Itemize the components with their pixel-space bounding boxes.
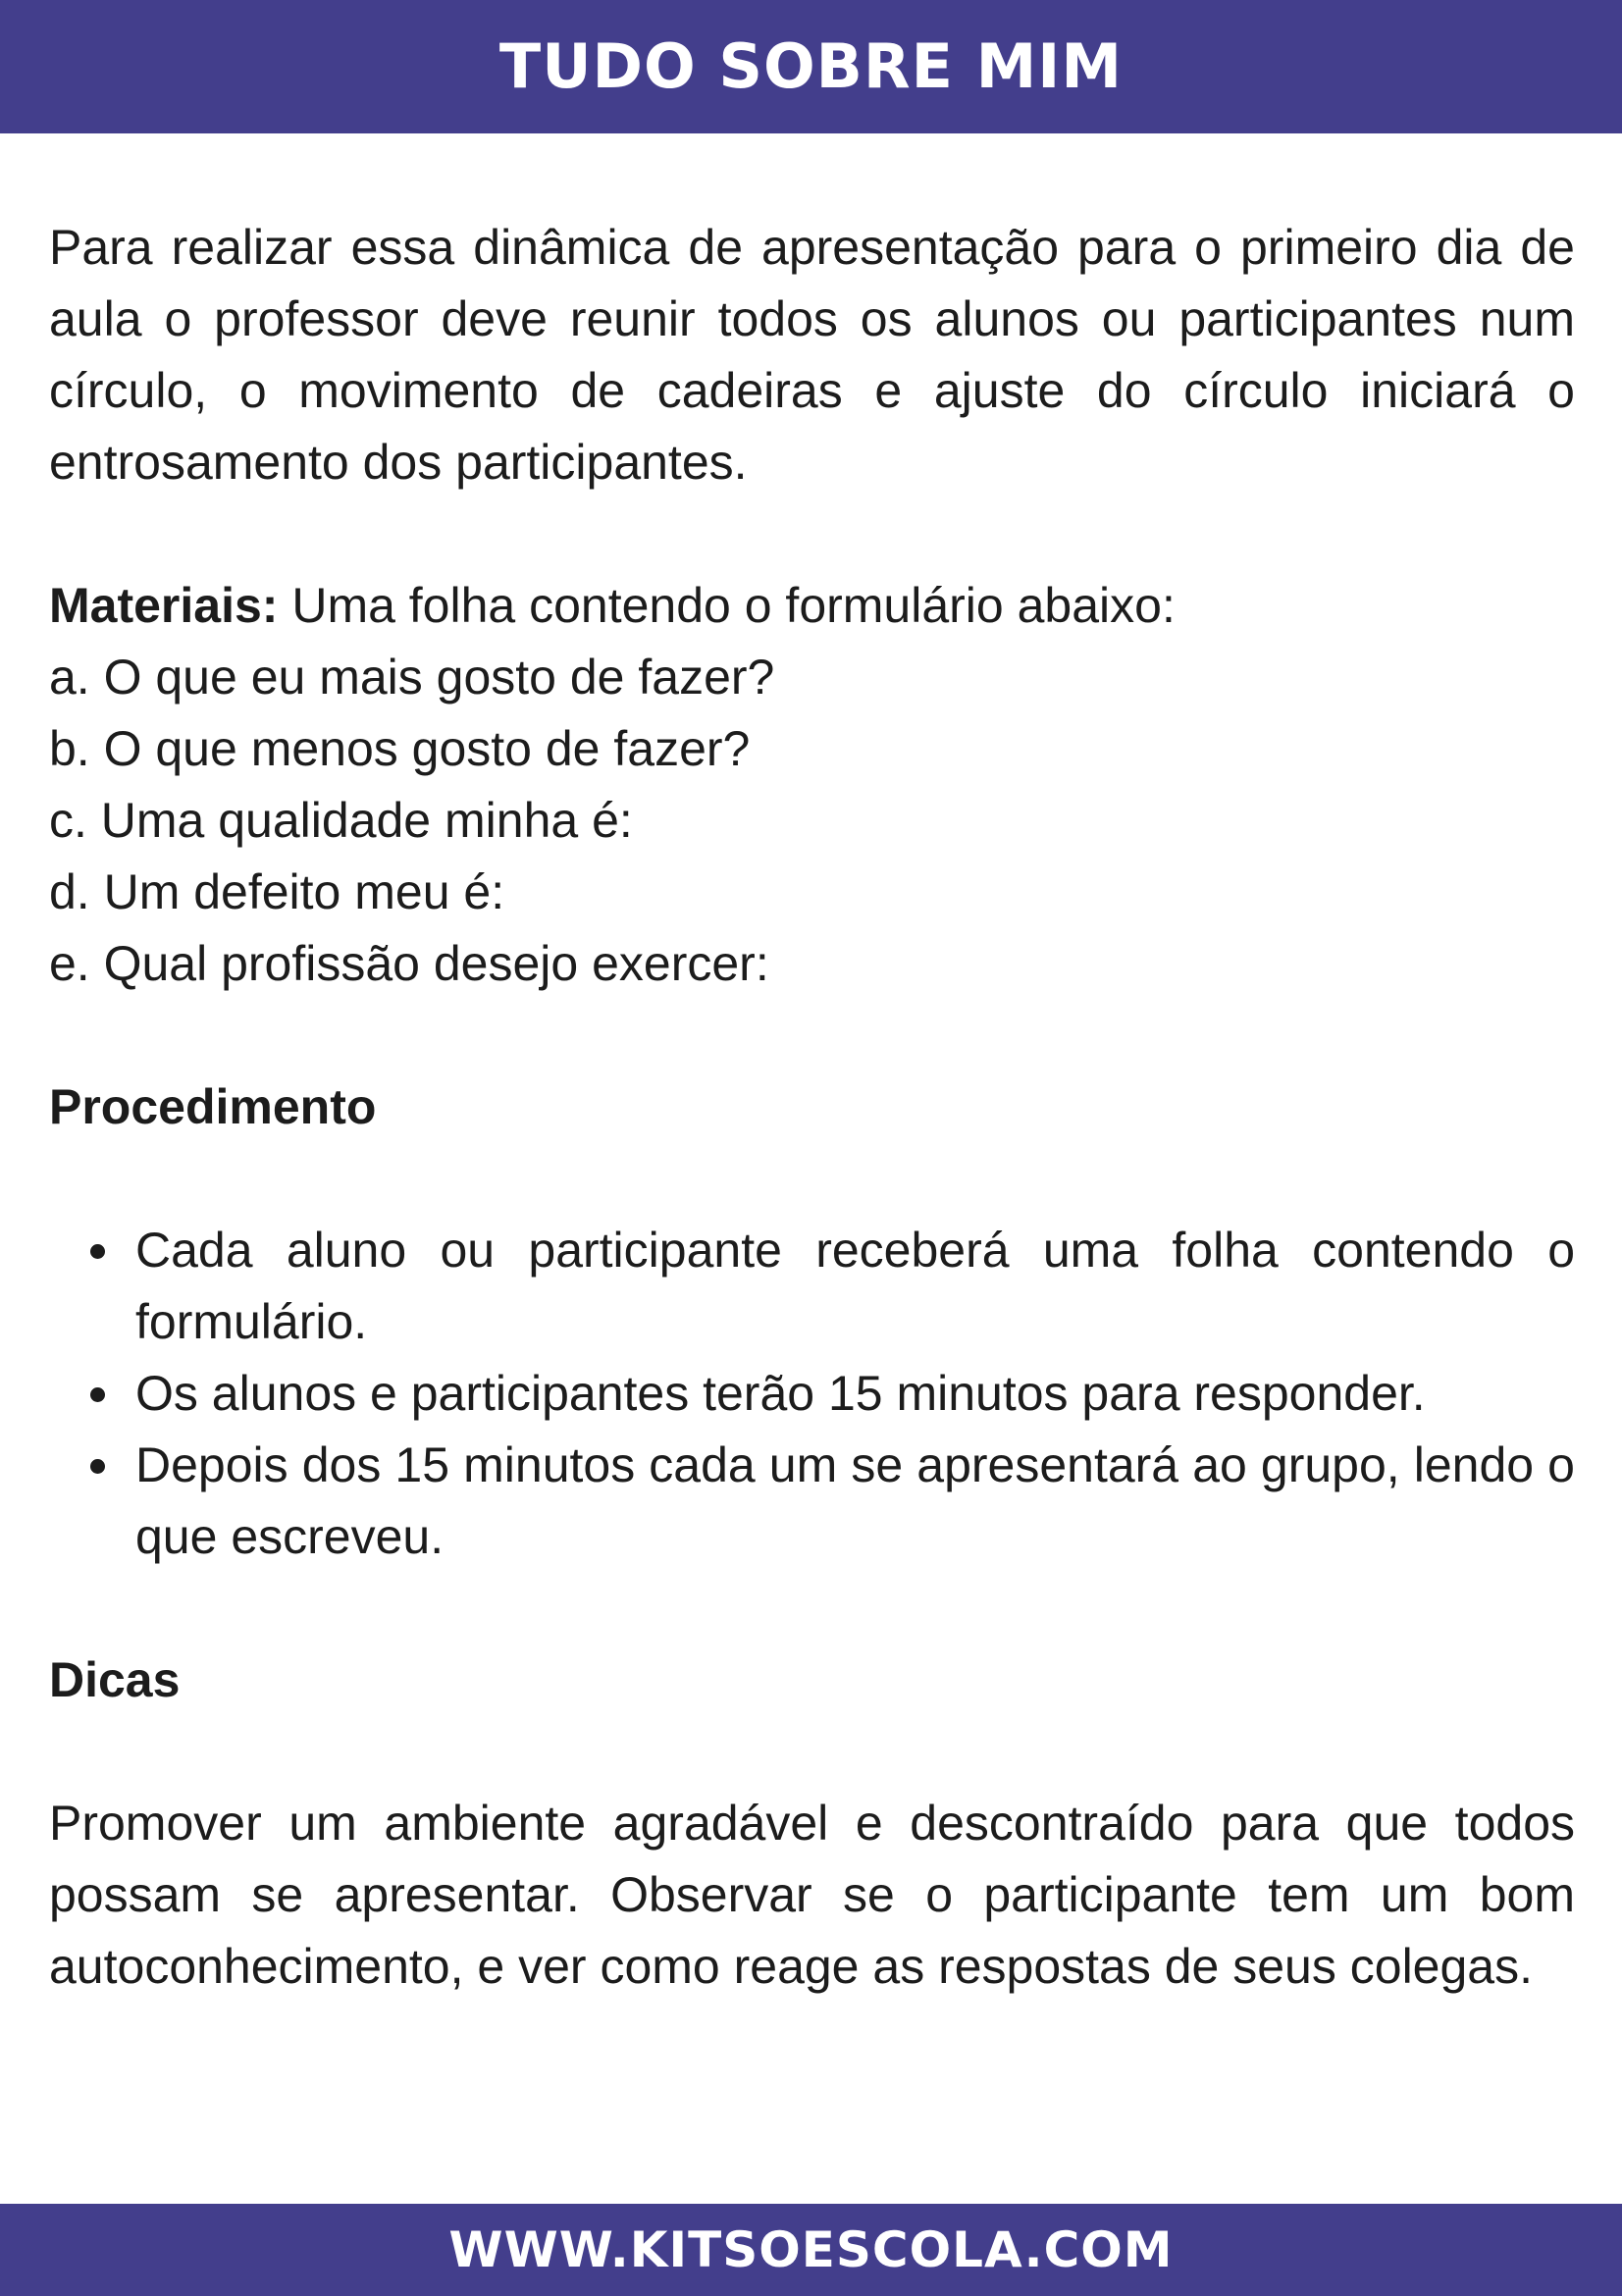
spacer: [49, 1143, 1575, 1215]
intro-paragraph: Para realizar essa dinâmica de apresentação para o primeiro dia de aula o professor deve reunir todos os alunos ou participantes num círculo, o movimento de cadeiras e ajuste do círculo iniciará o entrosamento dos participantes.: [49, 220, 1575, 490]
materials-item-d: d. Um defeito meu é:: [49, 864, 505, 919]
website-link[interactable]: WWW.KITSOESCOLA.COM: [448, 2221, 1174, 2278]
procedure-list: [49, 1215, 1575, 1573]
bullet-icon: [90, 1244, 105, 1259]
procedure-item: [49, 1358, 1575, 1430]
page-title: TUDO SOBRE MIM: [498, 30, 1124, 102]
tips-heading: Dicas: [49, 1652, 181, 1707]
bullet-icon: [90, 1387, 105, 1402]
spacer: [49, 1573, 1575, 1644]
procedure-item-text: Depois dos 15 minutos cada um se apresentará ao grupo, lendo o que escreveu.: [135, 1437, 1575, 1564]
materials-item-b: b. O que menos gosto de fazer?: [49, 721, 751, 776]
procedure-item-text: Cada aluno ou participante receberá uma folha contendo o formulário.: [135, 1223, 1575, 1349]
materials-item-e: e. Qual profissão desejo exercer:: [49, 936, 769, 991]
procedure-heading: Procedimento: [49, 1079, 377, 1134]
spacer: [49, 498, 1575, 570]
materials-text: Uma folha contendo o formulário abaixo:: [278, 578, 1176, 633]
tips-paragraph: Promover um ambiente agradável e descontraído para que todos possam se apresentar. Observar se o participante tem um bom autoconhecimento, e ver como reage as respostas de seus colegas.: [49, 1796, 1575, 1994]
document-body: [49, 212, 1575, 2003]
materials-line: [49, 570, 1575, 642]
procedure-item: [49, 1430, 1575, 1573]
footer-banner: [0, 2204, 1622, 2296]
bullet-icon: [90, 1459, 105, 1474]
materials-item-a: a. O que eu mais gosto de fazer?: [49, 650, 775, 704]
header-banner: [0, 0, 1622, 133]
procedure-item: [49, 1215, 1575, 1358]
procedure-item-text: Os alunos e participantes terão 15 minutos para responder.: [135, 1366, 1426, 1421]
spacer: [49, 1716, 1575, 1788]
materials-item-c: c. Uma qualidade minha é:: [49, 793, 633, 848]
spacer: [49, 1000, 1575, 1071]
materials-label: Materiais:: [49, 578, 279, 633]
